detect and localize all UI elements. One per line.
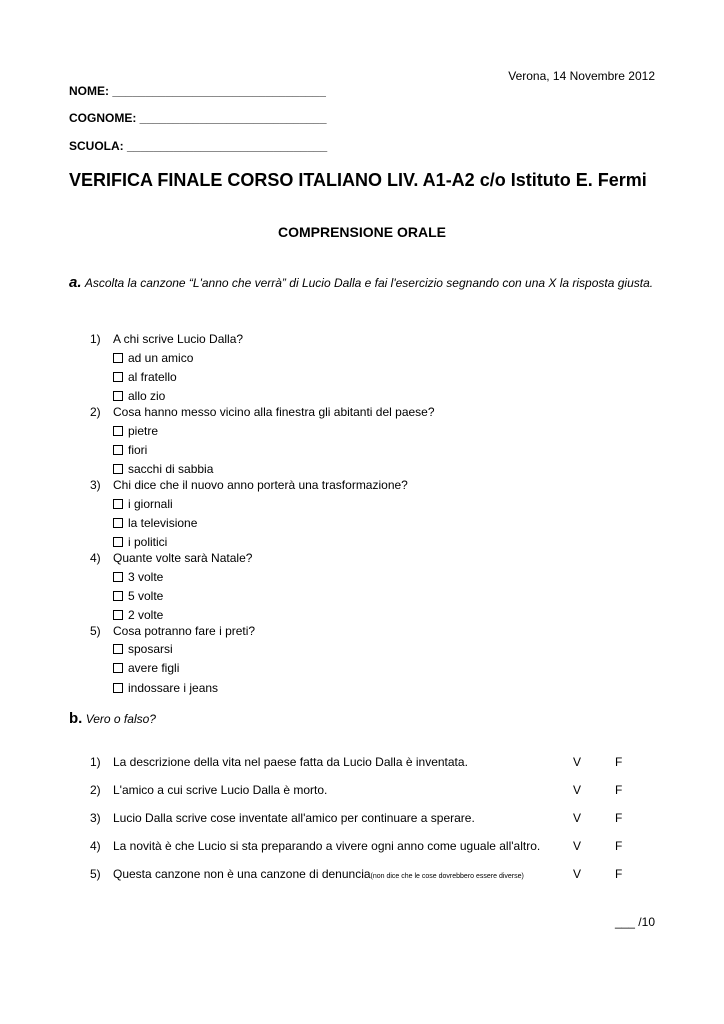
checkbox-icon[interactable] xyxy=(113,537,123,547)
checkbox-icon[interactable] xyxy=(113,464,123,474)
tf-text: Lucio Dalla scrive cose inventate all'amico per continuare a sperare. xyxy=(113,811,475,825)
option-1a[interactable] xyxy=(113,351,193,365)
option-label: pietre xyxy=(128,424,159,438)
checkbox-icon[interactable] xyxy=(113,683,123,693)
tf-number: 2) xyxy=(90,783,101,797)
option-3a[interactable] xyxy=(113,497,173,511)
question-number: 2) xyxy=(90,405,101,419)
option-label: i giornali xyxy=(128,497,173,511)
option-label: allo zio xyxy=(128,389,166,403)
true-option-1[interactable]: V xyxy=(573,755,582,769)
tf-text: L'amico a cui scrive Lucio Dalla è morto. xyxy=(113,783,328,797)
option-label: sacchi di sabbia xyxy=(128,462,214,476)
checkbox-icon[interactable] xyxy=(113,644,123,654)
option-label: sposarsi xyxy=(128,642,173,656)
option-5b[interactable] xyxy=(113,661,179,675)
checkbox-icon[interactable] xyxy=(113,391,123,401)
question-1 xyxy=(90,332,243,346)
checkbox-icon[interactable] xyxy=(113,610,123,620)
option-label: al fratello xyxy=(128,370,177,384)
tf-item-3 xyxy=(90,811,630,825)
question-3 xyxy=(90,478,408,492)
question-5 xyxy=(90,624,255,638)
tf-text: Questa canzone non è una canzone di denuncia xyxy=(113,867,371,881)
option-label: 5 volte xyxy=(128,589,164,603)
true-option-3[interactable]: V xyxy=(573,811,582,825)
option-1c[interactable] xyxy=(113,389,165,403)
option-4b[interactable] xyxy=(113,589,163,603)
false-option-4[interactable]: F xyxy=(615,839,623,853)
checkbox-icon[interactable] xyxy=(113,518,123,528)
option-2a[interactable] xyxy=(113,424,158,438)
page-title: VERIFICA FINALE CORSO ITALIANO LIV. A1-A2 c/o Istituto E. Fermi xyxy=(69,170,647,190)
question-text: Chi dice che il nuovo anno porterà una trasformazione? xyxy=(113,478,408,492)
exercise-b-instruction xyxy=(69,711,659,727)
question-text: Cosa potranno fare i preti? xyxy=(113,624,256,638)
tf-item-1 xyxy=(90,755,630,769)
nome-field: NOME: ________________________________ xyxy=(69,84,326,98)
option-label: indossare i jeans xyxy=(128,681,219,695)
option-label: 2 volte xyxy=(128,608,164,622)
option-5c[interactable] xyxy=(113,681,218,695)
question-text: A chi scrive Lucio Dalla? xyxy=(113,332,244,346)
checkbox-icon[interactable] xyxy=(113,591,123,601)
tf-item-5 xyxy=(90,867,630,881)
exercise-a-instruction xyxy=(69,275,659,291)
tf-number: 5) xyxy=(90,867,101,881)
scuola-field: SCUOLA: ______________________________ xyxy=(69,139,328,153)
exercise-a-letter: a. xyxy=(69,274,82,291)
checkbox-icon[interactable] xyxy=(113,426,123,436)
checkbox-icon[interactable] xyxy=(113,663,123,673)
option-5a[interactable] xyxy=(113,642,173,656)
question-number: 5) xyxy=(90,624,101,638)
question-number: 3) xyxy=(90,478,101,492)
tf-number: 1) xyxy=(90,755,101,769)
false-option-5[interactable]: F xyxy=(615,867,623,881)
option-3b[interactable] xyxy=(113,516,197,530)
checkbox-icon[interactable] xyxy=(113,372,123,382)
false-option-1[interactable]: F xyxy=(615,755,623,769)
option-label: ad un amico xyxy=(128,351,194,365)
checkbox-icon[interactable] xyxy=(113,499,123,509)
false-option-3[interactable]: F xyxy=(615,811,623,825)
tf-note: (non dice che le cose dovrebbero essere diverse) xyxy=(370,873,524,880)
question-text: Cosa hanno messo vicino alla finestra gli abitanti del paese? xyxy=(113,405,435,419)
date: Verona, 14 Novembre 2012 xyxy=(508,69,655,83)
question-number: 1) xyxy=(90,332,101,346)
exercise-b-text: Vero o falso? xyxy=(85,712,156,726)
section-title: COMPRENSIONE ORALE xyxy=(277,224,446,240)
question-2 xyxy=(90,405,435,419)
option-4c[interactable] xyxy=(113,608,163,622)
option-1b[interactable] xyxy=(113,370,177,384)
option-3c[interactable] xyxy=(113,535,167,549)
question-4 xyxy=(90,551,252,565)
option-label: la televisione xyxy=(128,516,198,530)
option-label: 3 volte xyxy=(128,570,164,584)
score-field: ___ /10 xyxy=(614,915,655,929)
false-option-2[interactable]: F xyxy=(615,783,623,797)
tf-item-2 xyxy=(90,783,630,797)
tf-number: 4) xyxy=(90,839,101,853)
option-4a[interactable] xyxy=(113,570,163,584)
option-label: avere figli xyxy=(128,661,180,675)
checkbox-icon[interactable] xyxy=(113,445,123,455)
option-2b[interactable] xyxy=(113,443,147,457)
true-option-5[interactable]: V xyxy=(573,867,582,881)
exercise-b-letter: b. xyxy=(69,710,83,727)
tf-text: La descrizione della vita nel paese fatta da Lucio Dalla è inventata. xyxy=(113,755,468,769)
tf-text: La novità è che Lucio si sta preparando a vivere ogni anno come uguale all'altro. xyxy=(113,839,541,853)
true-option-2[interactable]: V xyxy=(573,783,582,797)
question-number: 4) xyxy=(90,551,101,565)
question-text: Quante volte sarà Natale? xyxy=(113,551,253,565)
checkbox-icon[interactable] xyxy=(113,353,123,363)
option-2c[interactable] xyxy=(113,462,213,476)
checkbox-icon[interactable] xyxy=(113,572,123,582)
tf-number: 3) xyxy=(90,811,101,825)
exercise-a-text: Ascolta la canzone “L'anno che verrà” di Lucio Dalla e fai l'esercizio segnando con una X la risposta giusta. xyxy=(84,276,654,290)
tf-item-4 xyxy=(90,839,630,853)
option-label: fiori xyxy=(128,443,148,457)
cognome-field: COGNOME: ____________________________ xyxy=(69,111,327,125)
option-label: i politici xyxy=(128,535,168,549)
true-option-4[interactable]: V xyxy=(573,839,582,853)
